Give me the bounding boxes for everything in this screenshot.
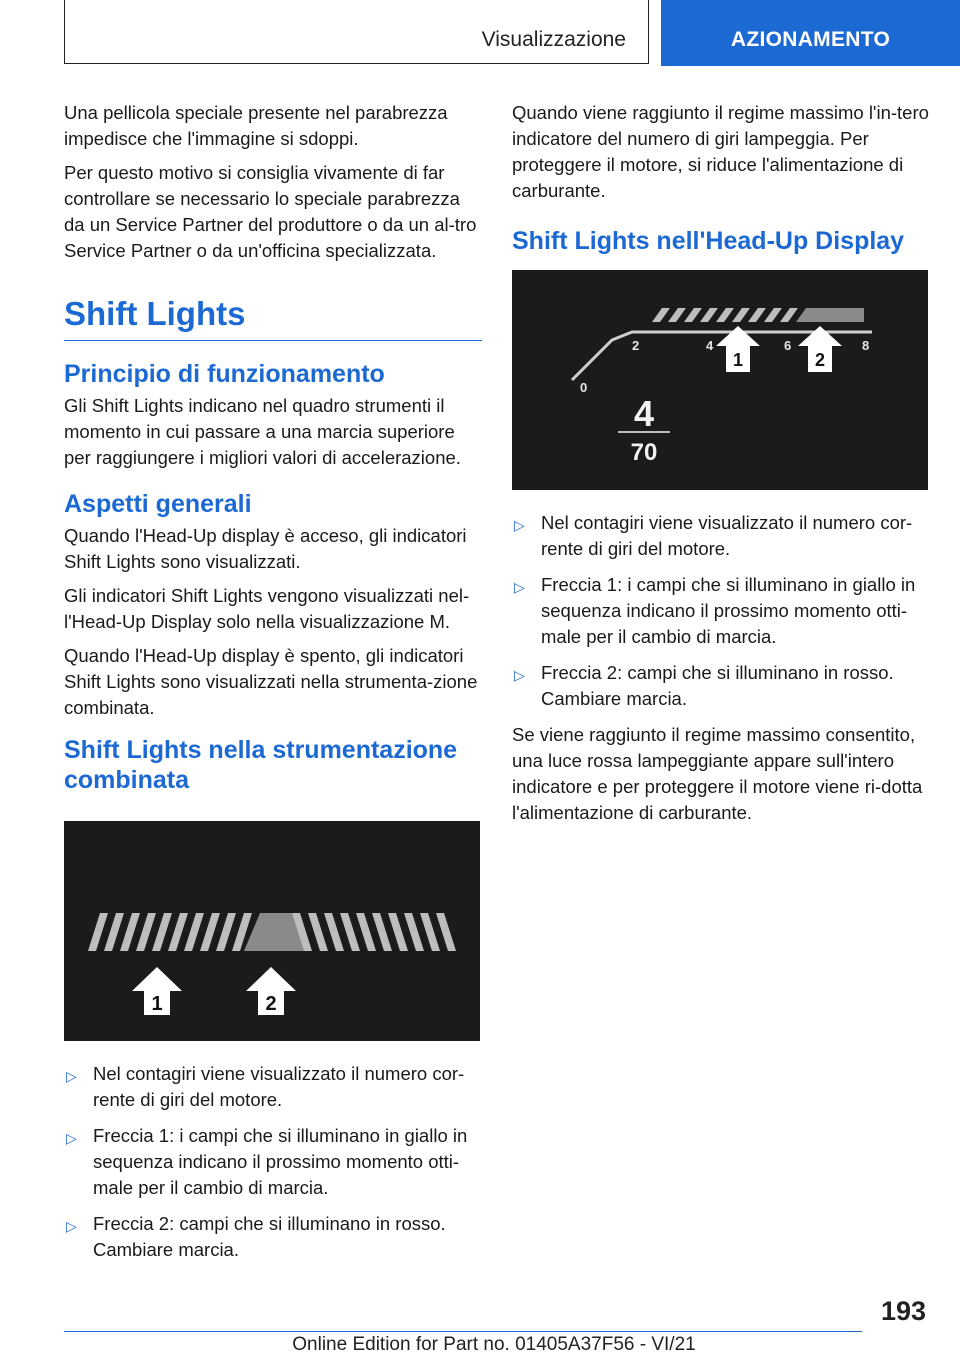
paragraph: Se viene raggiunto il regime massimo consentito, una luce rossa lampeggiante appare sull'intero indicatore e per proteggere il motore viene ri-dotta l'alimentazione di carburante. — [512, 724, 923, 823]
paragraph: Gli indicatori Shift Lights vengono visualizzati nel-l'Head-Up Display solo nella visualizzazione M. — [64, 585, 470, 632]
head-up-display-shift-lights-image — [512, 270, 928, 490]
speed-indicator: 70 — [630, 439, 658, 466]
right-column — [512, 100, 930, 834]
page-number: 193 — [880, 1296, 926, 1326]
scale-label: 6 — [784, 338, 792, 353]
scale-label: 2 — [632, 338, 640, 353]
scale-label: 4 — [706, 338, 714, 353]
section-header-box — [64, 0, 649, 64]
subsection-heading: Shift Lights nella strumentazione combinata — [64, 736, 458, 794]
list-item: ▷ Freccia 1: i campi che si illuminano in giallo in sequenza indicano il prossimo momento otti-male per il cambio di marcia. — [514, 574, 916, 647]
arrow-2-label: 2 — [814, 350, 826, 370]
gear-indicator: 4 — [633, 393, 655, 434]
triangle-bullet-icon: ▷ — [514, 517, 525, 533]
list-item: ▷ Freccia 1: i campi che si illuminano in giallo in sequenza indicano il prossimo momento otti-male per il cambio di marcia. — [66, 1125, 468, 1198]
triangle-bullet-icon: ▷ — [66, 1130, 77, 1146]
paragraph: Quando l'Head-Up display è spento, gli indicatori Shift Lights sono visualizzati nella strumenta-zione combinata. — [64, 645, 478, 718]
arrow-2-label: 2 — [265, 993, 277, 1015]
triangle-bullet-icon: ▷ — [66, 1218, 77, 1234]
triangle-bullet-icon: ▷ — [514, 667, 525, 683]
footer-divider — [64, 1331, 862, 1332]
subsection-heading: Principio di funzionamento — [64, 360, 385, 388]
scale-label: 8 — [862, 338, 870, 353]
subsection-heading: Shift Lights nell'Head-Up Display — [512, 227, 905, 255]
triangle-bullet-icon: ▷ — [514, 579, 525, 595]
section-title: Visualizzazione — [481, 28, 626, 51]
arrow-1-label: 1 — [151, 993, 163, 1015]
list-item: ▷ Freccia 2: campi che si illuminano in rosso. Cambiare marcia. — [66, 1213, 446, 1260]
page-header — [0, 0, 960, 66]
paragraph: Una pellicola speciale presente nel parabrezza impedisce che l'immagine si sdoppi. — [64, 102, 448, 149]
paragraph: Per questo motivo si consiglia vivamente di far controllare se necessario lo speciale parabrezza da un Service Partner del produttore o da un al-tro Service Partner o da un'officina specializzata. — [64, 162, 477, 261]
list-item: ▷ Freccia 2: campi che si illuminano in rosso. Cambiare marcia. — [514, 662, 894, 709]
list-item: ▷ Nel contagiri viene visualizzato il numero cor-rente di giri del motore. — [514, 512, 913, 559]
section-heading: Shift Lights — [64, 294, 482, 341]
arrow-1-label: 1 — [732, 350, 744, 370]
paragraph: Gli Shift Lights indicano nel quadro strumenti il momento in cui passare a una marcia superiore per raggiungere i migliori valori di accelerazione. — [64, 395, 461, 468]
chapter-tab — [661, 0, 960, 66]
triangle-bullet-icon: ▷ — [66, 1068, 77, 1084]
bullet-list — [64, 1061, 482, 1263]
list-item: ▷ Nel contagiri viene visualizzato il numero cor-rente di giri del motore. — [66, 1063, 465, 1110]
chapter-title: AZIONAMENTO — [730, 28, 891, 51]
bullet-list — [512, 510, 930, 712]
instrument-cluster-shift-lights-image — [64, 821, 480, 1041]
scale-label: 0 — [580, 380, 588, 395]
paragraph: Quando viene raggiunto il regime massimo l'in-tero indicatore del numero di giri lampeggia. Per proteggere il motore, si riduce l'alimentazione di carburante. — [512, 102, 929, 201]
paragraph: Quando l'Head-Up display è acceso, gli indicatori Shift Lights sono visualizzati. — [64, 525, 467, 572]
subsection-heading: Aspetti generali — [64, 490, 252, 518]
left-column — [64, 100, 482, 1273]
footer-edition-text: Online Edition for Part no. 01405A37F56 - VI/21 — [292, 1334, 696, 1355]
